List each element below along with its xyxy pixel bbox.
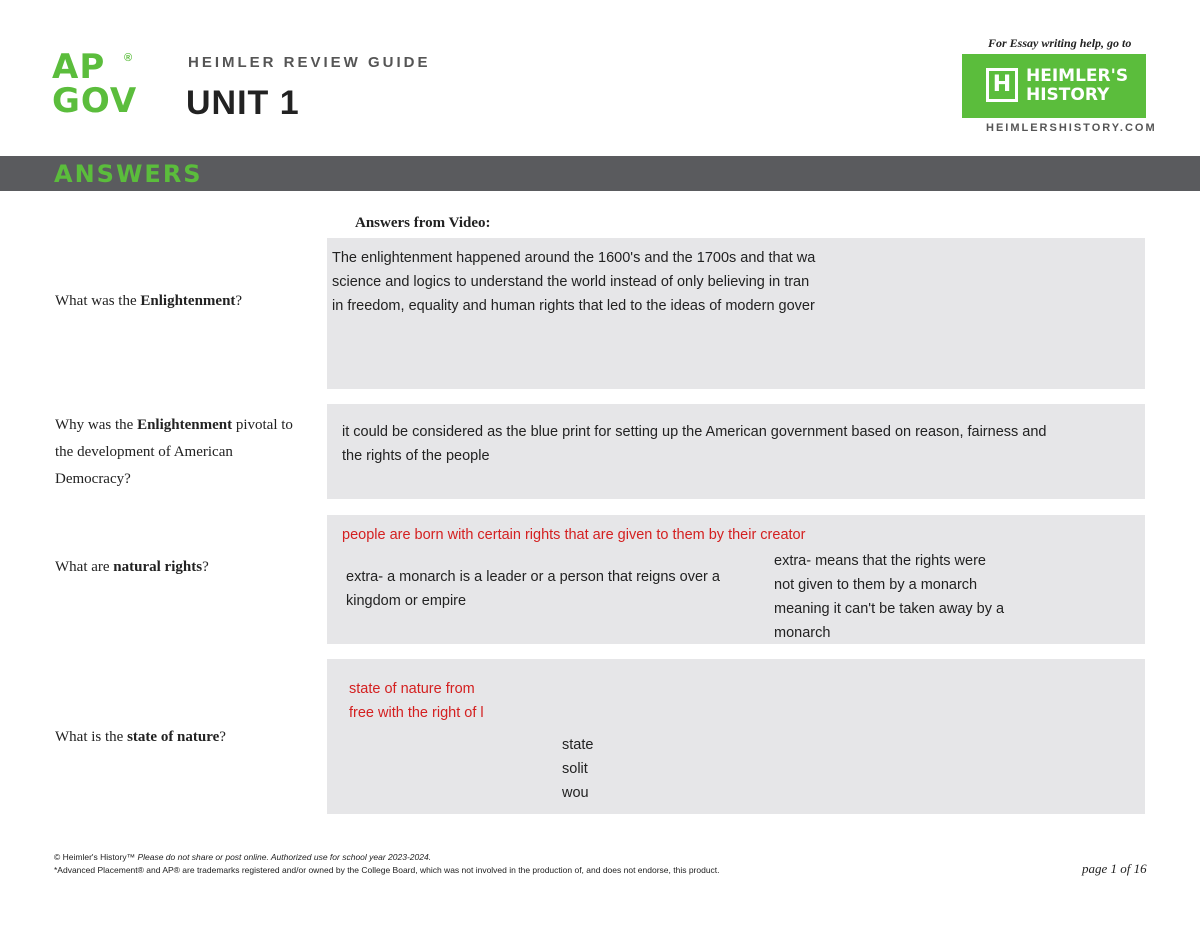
logo-line-ap: AP — [52, 47, 106, 87]
question-enlightenment-pivotal — [55, 412, 295, 493]
answer-cut-text — [562, 733, 594, 805]
answer-line: monarch — [774, 625, 831, 641]
answer-box-state-of-nature[interactable] — [327, 659, 1145, 814]
question-state-of-nature — [55, 724, 295, 751]
heimlers-history-badge[interactable] — [962, 54, 1146, 118]
answer-line: meaning it can't be taken away by a — [774, 601, 1005, 617]
page-number: page 1 of 16 — [1082, 861, 1147, 876]
answer-line: extra- means that the rights were — [774, 553, 986, 569]
answer-line: solit — [562, 761, 588, 777]
question-keyword: Enlightenment — [137, 417, 233, 433]
answer-text — [332, 246, 858, 318]
extra-note-left — [346, 565, 766, 613]
copyright-text: © Heimler's History™ — [54, 852, 136, 862]
answer-line: the rights of the people — [342, 448, 490, 464]
answer-box-enlightenment[interactable] — [327, 238, 1145, 389]
answer-line: wou — [562, 785, 589, 801]
column-header: Answers from Video: — [355, 215, 491, 231]
answer-line: not given to them by a monarch — [774, 577, 978, 593]
answer-main-text: people are born with certain rights that are given to them by their creator — [342, 527, 806, 543]
footer-copyright — [54, 852, 431, 862]
answers-banner — [0, 156, 1200, 191]
question-text: ? — [219, 729, 226, 745]
badge-line-1: HEIMLER'S — [1026, 66, 1129, 86]
answer-text — [342, 420, 1132, 468]
answer-box-enlightenment-pivotal[interactable] — [327, 404, 1145, 499]
question-enlightenment — [55, 288, 295, 315]
answer-line: state — [562, 737, 594, 753]
answer-line: The enlightenment happened around the 1600's and the 1700s and that wa — [332, 250, 816, 266]
answer-line: free with the right of l — [349, 705, 484, 721]
question-text: What are — [55, 559, 114, 575]
question-keyword: state of nature — [127, 729, 220, 745]
answer-line: kingdom or empire — [346, 593, 467, 609]
logo-line-gov: GOV — [52, 81, 138, 121]
unit-title: UNIT 1 — [186, 84, 300, 122]
ap-gov-logo — [52, 47, 156, 122]
question-text: Why was the — [55, 417, 138, 433]
question-keyword: Enlightenment — [140, 293, 236, 309]
answer-line: extra- a monarch is a leader or a person that reigns over a — [346, 569, 720, 585]
essay-help-promo: For Essay writing help, go to — [988, 36, 1132, 50]
footer-trademark: *Advanced Placement® and AP® are trademarks registered and/or owned by the College Board, which was not involved in the production of, and does not endorse, this product. — [54, 865, 720, 875]
extra-note-right — [774, 549, 1074, 645]
share-notice: Please do not share or post online. Authorized use for school year 2023-2024. — [135, 852, 432, 862]
question-text: What is the — [55, 729, 128, 745]
question-keyword: natural rights — [113, 559, 203, 575]
question-text: ? — [202, 559, 209, 575]
question-text: pivotal to the development of American Democracy? — [55, 417, 293, 487]
banner-title: ANSWERS — [54, 160, 203, 188]
answer-box-natural-rights[interactable] — [327, 515, 1145, 644]
question-natural-rights — [55, 554, 295, 581]
question-text: What was the — [55, 293, 141, 309]
guide-label: HEIMLER REVIEW GUIDE — [188, 54, 431, 71]
answer-line: state of nature from — [349, 681, 475, 697]
answer-line: science and logics to understand the world instead of only believing in tran — [332, 274, 810, 290]
logo-registered-mark: ® — [124, 52, 133, 64]
site-url-link[interactable]: HEIMLERSHISTORY.COM — [986, 122, 1157, 134]
answer-line: in freedom, equality and human rights that led to the ideas of modern gover — [332, 298, 815, 314]
heimler-h-icon: H — [986, 68, 1018, 102]
question-text: ? — [235, 293, 243, 309]
answer-line: it could be considered as the blue print for setting up the American government based on reason, fairness and — [342, 424, 1047, 440]
answer-red-text — [349, 677, 499, 725]
badge-line-2: HISTORY — [1026, 85, 1110, 105]
